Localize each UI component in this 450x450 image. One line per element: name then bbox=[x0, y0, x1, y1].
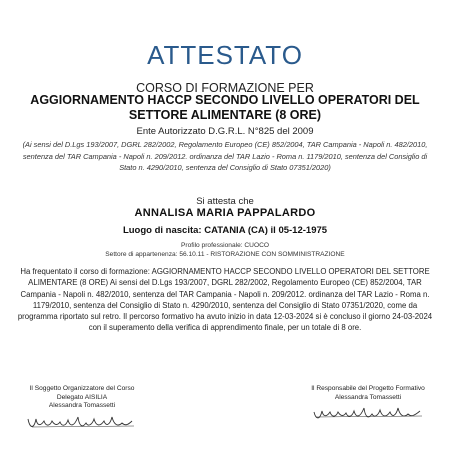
birth-info: Luogo di nascita: CATANIA (CA) il 05-12-1975 bbox=[122, 225, 328, 236]
sector-info: Settore di appartenenza: 56.10.11 - RISTORAZIONE CON SOMMINISTRAZIONE bbox=[105, 251, 345, 258]
signature-left-delegate: Delegato AISILIA bbox=[56, 393, 108, 401]
course-intro: CORSO DI FORMAZIONE PER bbox=[136, 81, 314, 95]
certificate-body: Ha frequentato il corso di formazione: AGGIORNAMENTO HACCP SECONDO LIVELLO OPERATORI DEL SETTORE ALIMENTARE (8 ORE) Ai sensi del D.Lgs 193/2007, DGRL 282/2002, Regolamento Europeo (CE) 852/2004, TAR Campania - Napoli n. 482/2010, sentenza del TAR Campania - Napoli n. 209/2012. ordinanza del TAR Lazio - Roma n. 1179/2010, sentenza del Consiglio di Stato n. 4290/2010, sentenza del Consiglio di Stato 07351/2020, come da programma riportato sul retro. Il percorso formativo ha avuto inizio in data 12-03-2024 si è concluso il giorno 24-03-2024 con il superamento della verifica di apprendimento finale, per un totale di 8 ore. bbox=[17, 267, 433, 333]
professional-profile: Profilo professionale: CUOCO bbox=[181, 242, 269, 249]
signature-block-left bbox=[12, 385, 152, 433]
handwritten-signature-left bbox=[22, 411, 142, 433]
certificate-title: ATTESTATO bbox=[147, 40, 303, 70]
person-name: ANNALISA MARIA PAPPALARDO bbox=[134, 207, 316, 219]
signature-right-name: Alessandra Tomassetti bbox=[334, 393, 402, 401]
signature-left-name: Alessandra Tomassetti bbox=[48, 402, 116, 409]
signature-block-right bbox=[298, 385, 438, 424]
signature-right-role: Il Responsabile del Progetto Formativo bbox=[311, 385, 425, 392]
attesta-label: Si attesta che bbox=[196, 196, 254, 207]
course-name: AGGIORNAMENTO HACCP SECONDO LIVELLO OPERATORI DEL SETTORE ALIMENTARE (8 ORE) bbox=[30, 93, 420, 122]
ente-authorization: Ente Autorizzato D.G.R.L. N°825 del 2009 bbox=[136, 126, 314, 137]
legal-references: (Ai sensi del D.Lgs 193/2007, DGRL 282/2002, Regolamento Europeo (CE) 852/2004, TAR Campania - Napoli n. 482/2010, sentenza del TAR Campania - Napoli n. 209/2012. ordinanza del TAR Lazio - Roma n. 1179/2010, sentenza del Consiglio di Stato n. 4290/2010, sentenza del Consiglio di Stato 07351/2020) bbox=[22, 140, 428, 172]
handwritten-signature-right bbox=[308, 402, 428, 424]
signature-left-role: Il Soggetto Organizzatore del Corso bbox=[29, 385, 135, 392]
